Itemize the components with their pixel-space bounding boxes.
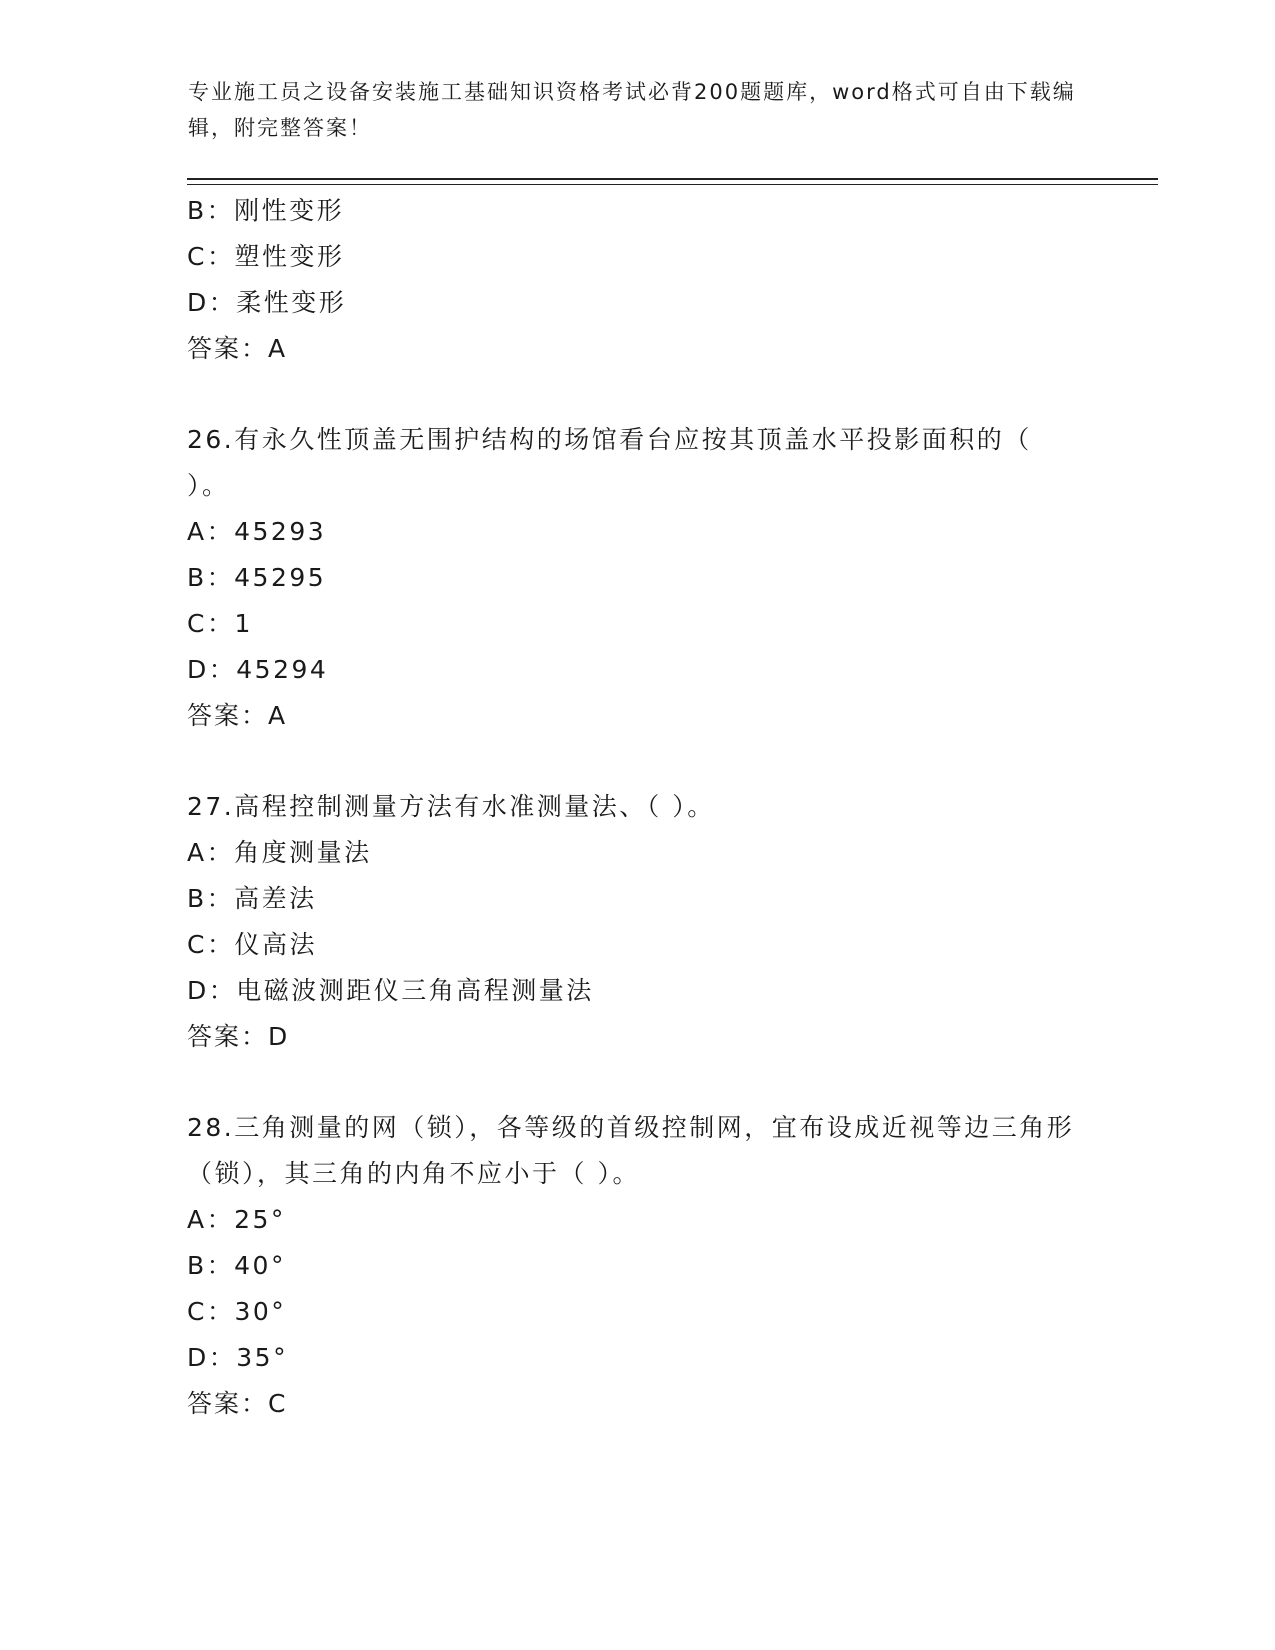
option-text: 25° bbox=[234, 1205, 286, 1234]
option-key: C： bbox=[187, 242, 235, 271]
option-text: 刚性变形 bbox=[234, 196, 345, 225]
document-header bbox=[188, 74, 1088, 146]
option-key: D： bbox=[187, 1343, 237, 1372]
option-a bbox=[187, 1197, 1087, 1243]
answer-line: 答案：A bbox=[187, 334, 288, 363]
option-c bbox=[187, 601, 1087, 647]
option-d bbox=[187, 647, 1087, 693]
option-d bbox=[187, 968, 1087, 1014]
option-c bbox=[187, 234, 1087, 280]
option-text: 电磁波测距仪三角高程测量法 bbox=[236, 976, 594, 1005]
option-key: D： bbox=[187, 288, 237, 317]
question-26 bbox=[187, 417, 1087, 739]
question-27 bbox=[187, 784, 1087, 1060]
option-c bbox=[187, 922, 1087, 968]
option-text: 45294 bbox=[236, 655, 329, 684]
option-d bbox=[187, 280, 1087, 326]
option-key: C： bbox=[187, 930, 235, 959]
option-d bbox=[187, 1335, 1087, 1381]
option-text: 30° bbox=[234, 1297, 287, 1326]
option-text: 45293 bbox=[234, 517, 327, 546]
option-text: 1 bbox=[234, 609, 253, 638]
option-text: 仪高法 bbox=[234, 930, 317, 959]
option-b bbox=[187, 876, 1087, 922]
option-text: 角度测量法 bbox=[234, 838, 372, 867]
option-a bbox=[187, 830, 1087, 876]
option-key: A： bbox=[187, 1205, 235, 1234]
option-a bbox=[187, 509, 1087, 555]
question-list bbox=[187, 188, 1087, 1427]
answer-line: 答案：A bbox=[187, 701, 288, 730]
option-b bbox=[187, 1243, 1087, 1289]
option-b bbox=[187, 555, 1087, 601]
option-text: 高差法 bbox=[234, 884, 317, 913]
question-stem: 28.三角测量的网（锁），各等级的首级控制网，宜布设成近视等边三角形（锁），其三角的内角不应小于（ ）。 bbox=[187, 1113, 1075, 1188]
answer-line: 答案：C bbox=[187, 1389, 288, 1418]
option-key: B： bbox=[187, 196, 235, 225]
option-text: 柔性变形 bbox=[236, 288, 347, 317]
answer-line: 答案：D bbox=[187, 1022, 290, 1051]
option-text: 45295 bbox=[234, 563, 327, 592]
option-text: 35° bbox=[236, 1343, 289, 1372]
option-key: A： bbox=[187, 517, 235, 546]
option-key: A： bbox=[187, 838, 235, 867]
option-key: C： bbox=[187, 609, 235, 638]
question-25 bbox=[187, 188, 1087, 372]
header-divider-thin bbox=[187, 184, 1158, 185]
option-text: 塑性变形 bbox=[234, 242, 345, 271]
option-key: B： bbox=[187, 884, 235, 913]
option-key: D： bbox=[187, 655, 237, 684]
document-title: 专业施工员之设备安装施工基础知识资格考试必背200题题库，word格式可自由下载编辑，附完整答案！ bbox=[188, 80, 1076, 140]
header-divider-thick bbox=[187, 178, 1158, 180]
option-key: B： bbox=[187, 1251, 235, 1280]
option-key: B： bbox=[187, 563, 235, 592]
question-stem: 27.高程控制测量方法有水准测量法、（ ）。 bbox=[187, 792, 715, 821]
question-28 bbox=[187, 1105, 1087, 1427]
option-key: D： bbox=[187, 976, 237, 1005]
option-c bbox=[187, 1289, 1087, 1335]
option-text: 40° bbox=[234, 1251, 286, 1280]
option-key: C： bbox=[187, 1297, 235, 1326]
question-stem: 26.有永久性顶盖无围护结构的场馆看台应按其顶盖水平投影面积的（ ）。 bbox=[187, 425, 1032, 500]
option-b bbox=[187, 188, 1087, 234]
